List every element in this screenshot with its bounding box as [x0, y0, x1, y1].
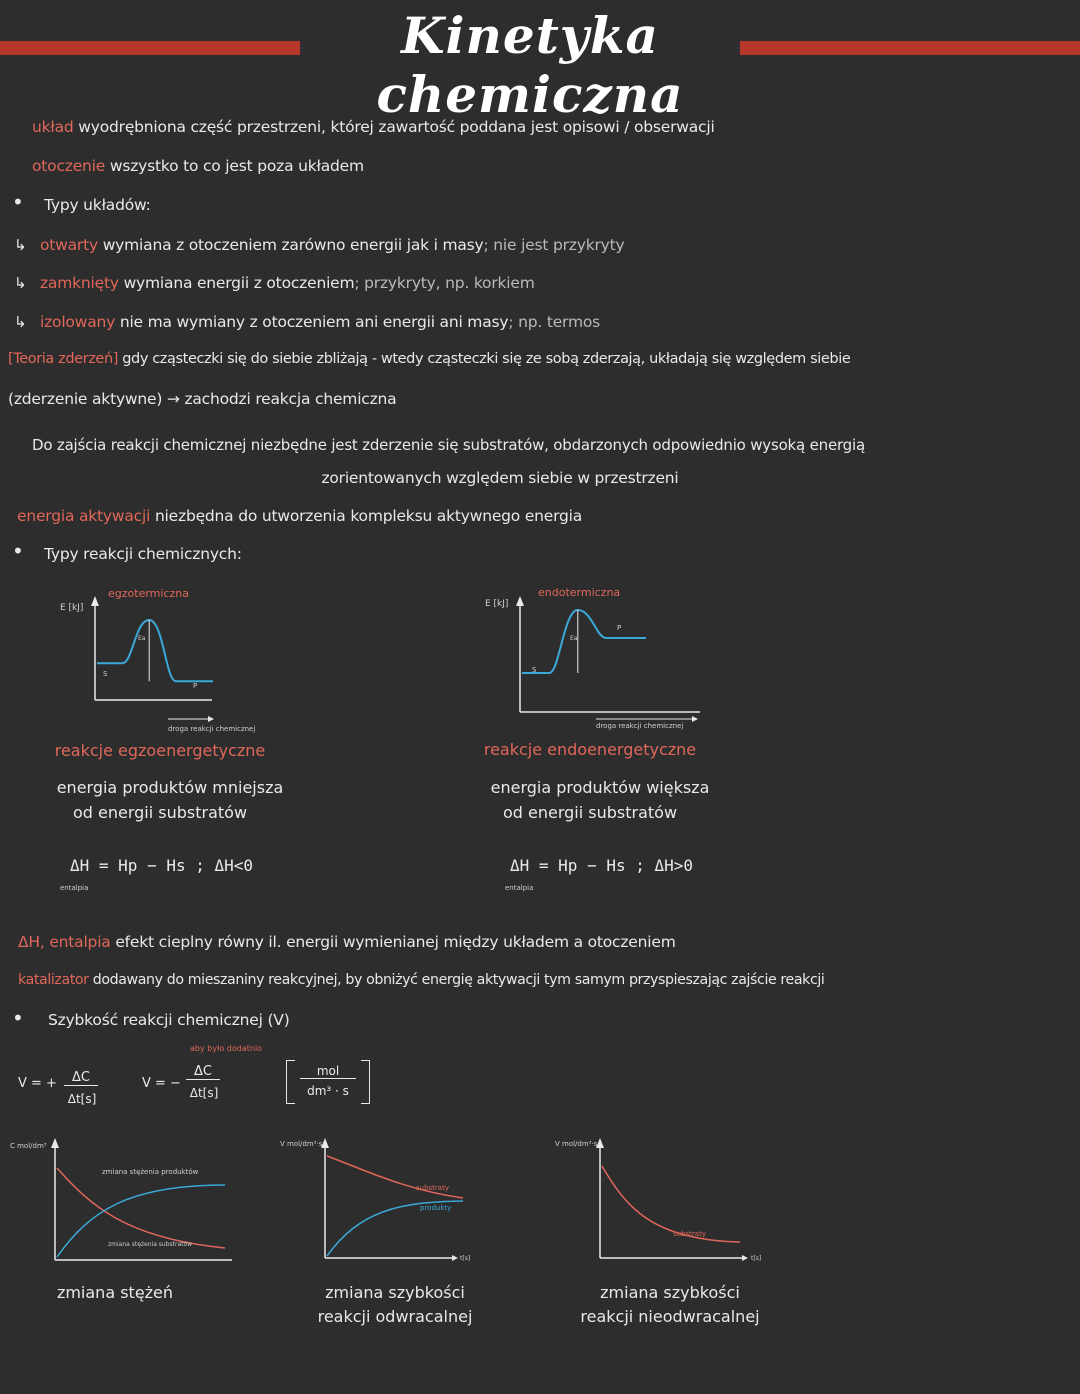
- uklad-definition: wyodrębniona część przestrzeni, której zawartość poddana jest opisowi / obserwacji: [78, 118, 715, 136]
- izolowany-line: [40, 313, 600, 331]
- teoria-line: [8, 351, 850, 367]
- katalizator-definition: dodawany do mieszaniny reakcyjnej, by obniżyć energię aktywacji tym samym przyspieszając zajście reakcji: [92, 972, 825, 988]
- arrow-up-icon: [51, 1138, 59, 1148]
- katalizator-term: katalizator: [18, 972, 89, 988]
- energy-curve: [522, 610, 646, 673]
- x-axis-label: t[s]: [751, 1255, 762, 1262]
- arrow-up-icon: [91, 596, 99, 606]
- zamkniety-definition: wymiana energii z otoczeniem: [123, 274, 355, 292]
- ea-label: Ea: [570, 635, 578, 642]
- energy-curve: [97, 620, 213, 681]
- substrate-label: S: [532, 666, 537, 674]
- zamkniety-note: ; przykryty, np. korkiem: [354, 274, 535, 292]
- otwarty-definition: wymiana z otoczeniem zarówno energii jak i masy: [102, 236, 484, 254]
- teoria-term: [Teoria zderzeń]: [8, 351, 119, 367]
- substrate-label: S: [103, 670, 108, 678]
- otoczenie-line: [32, 157, 364, 175]
- rate-graph-3-caption-1: zmiana szybkości: [600, 1283, 740, 1302]
- endo-desc-1: energia produktów większa: [490, 778, 710, 797]
- teoria-definition: gdy cząsteczki się do siebie zbliżają - wtedy cząsteczki się ze sobą zderzają, układają się względem siebie: [122, 351, 851, 367]
- substrates-label: zmiana stężenia substratów: [108, 1241, 193, 1248]
- y-axis-label: E [kJ]: [485, 599, 509, 609]
- exo-desc-1: energia produktów mniejsza: [56, 778, 284, 797]
- v2-denominator: Δt[s]: [189, 1086, 219, 1100]
- typy-reakcji-heading: Typy reakcji chemicznych:: [44, 545, 242, 563]
- substrates-label: substraty: [416, 1184, 449, 1192]
- rate-graph-3-caption-2: reakcji nieodwracalnej: [580, 1307, 760, 1326]
- rate-graph-2-caption-1: zmiana szybkości: [325, 1283, 465, 1302]
- arrow-right-icon: [208, 716, 214, 722]
- uklad-line: [32, 118, 715, 136]
- exo-formula: ΔH = Hp − Hs ; ΔH<0: [70, 856, 254, 875]
- rate-graph-concentration: [10, 1130, 240, 1270]
- energia-definition: niezbędna do utworzenia kompleksu aktywnego energia: [154, 507, 583, 525]
- bracket-right: [361, 1060, 370, 1104]
- exo-heading: reakcje egzoenergetyczne: [54, 741, 266, 760]
- substrates-label: substraty: [673, 1230, 706, 1238]
- arrow-right-icon: [692, 716, 698, 722]
- reakcja-warunek-2: zorientowanych względem siebie w przestrzeni: [321, 469, 679, 487]
- endo-heading: reakcje endoenergetyczne: [483, 740, 697, 759]
- exo-formula-note: entalpia: [60, 884, 89, 892]
- v2-note: aby było dodatnio: [190, 1044, 263, 1053]
- rate-graph-irreversible: [555, 1130, 775, 1270]
- reakcja-warunek-1: Do zajścia reakcji chemicznej niezbędne jest zderzenie się substratów, obdarzonych odpowiednio wysoką energią: [32, 436, 865, 454]
- products-label: produkty: [420, 1204, 452, 1212]
- unit-denominator: dm³ · s: [307, 1084, 349, 1098]
- entalpia-definition: efekt cieplny równy il. energii wymienianej między układem a otoczeniem: [115, 933, 676, 951]
- substrate-curve: [57, 1168, 225, 1248]
- y-axis-label: V mol/dm³·s: [280, 1140, 323, 1148]
- uklad-term: układ: [32, 118, 74, 136]
- products-label: zmiana stężenia produktów: [102, 1168, 199, 1176]
- v2-lhs: V = −: [142, 1076, 181, 1091]
- exo-desc-2: od energii substratów: [72, 803, 248, 822]
- arrow-right-icon: ↳: [14, 313, 27, 331]
- x-axis-label: droga reakcji chemicznej: [168, 725, 256, 733]
- typy-ukladow-heading: Typy układów:: [44, 196, 151, 214]
- zamkniety-line: [40, 274, 535, 292]
- product-label: P: [193, 682, 198, 690]
- rate-graph-2-caption-2: reakcji odwracalnej: [317, 1307, 473, 1326]
- izolowany-definition: nie ma wymiany z otoczeniem ani energii ani masy: [119, 313, 509, 331]
- y-axis-label: V mol/dm³·s: [555, 1140, 598, 1148]
- y-axis-label: C mol/dm³: [10, 1142, 47, 1150]
- diagram-label: endotermiczna: [538, 586, 621, 599]
- otwarty-term: otwarty: [40, 236, 98, 254]
- v1-denominator: Δt[s]: [67, 1092, 97, 1106]
- bullet-icon: •: [12, 1006, 24, 1030]
- endo-formula-note: entalpia: [505, 884, 534, 892]
- teoria-line-2: (zderzenie aktywne) → zachodzi reakcja chemiczna: [8, 390, 397, 408]
- y-axis-label: E [kJ]: [60, 603, 84, 613]
- endo-formula: ΔH = Hp − Hs ; ΔH>0: [510, 856, 694, 875]
- product-label: P: [617, 624, 622, 632]
- arrow-right-icon: [742, 1255, 748, 1261]
- energia-term: energia aktywacji: [17, 507, 151, 525]
- rate-graph-reversible: [280, 1130, 480, 1270]
- v1-lhs: V = +: [18, 1076, 57, 1091]
- katalizator-line: [18, 972, 824, 988]
- page-title: Kinetyka chemiczna: [376, 6, 684, 124]
- unit-numerator: mol: [300, 1064, 356, 1079]
- ea-label: Ea: [138, 635, 146, 642]
- arrow-right-icon: ↳: [14, 236, 27, 254]
- otwarty-note: ; nie jest przykryty: [483, 236, 625, 254]
- szybkosc-heading: Szybkość reakcji chemicznej (V): [48, 1011, 290, 1029]
- energia-line: [17, 507, 582, 525]
- unit-bracket: [286, 1060, 370, 1104]
- endo-desc-2: od energii substratów: [502, 803, 678, 822]
- bracket-left: [286, 1060, 295, 1104]
- entalpia-line: [18, 933, 676, 951]
- rate-graph-1-caption: zmiana stężeń: [56, 1283, 174, 1302]
- zamkniety-term: zamknięty: [40, 274, 119, 292]
- izolowany-note: ; np. termos: [508, 313, 600, 331]
- bullet-icon: •: [12, 190, 24, 214]
- otwarty-line: [40, 236, 625, 254]
- x-axis-label: t[s]: [460, 1255, 471, 1262]
- substrate-rate-curve: [602, 1166, 740, 1242]
- v2-numerator: ΔC: [186, 1064, 220, 1080]
- otoczenie-definition: wszystko to co jest poza układem: [109, 157, 364, 175]
- diagram-label: egzotermiczna: [108, 587, 189, 600]
- izolowany-term: izolowany: [40, 313, 116, 331]
- arrow-up-icon: [516, 596, 524, 606]
- x-axis-label: droga reakcji chemicznej: [596, 722, 684, 730]
- entalpia-term: ΔH, entalpia: [18, 933, 111, 951]
- v1-numerator: ΔC: [64, 1070, 98, 1086]
- bullet-icon: •: [12, 539, 24, 563]
- arrow-right-icon: ↳: [14, 274, 27, 292]
- arrow-right-icon: [452, 1255, 458, 1261]
- otoczenie-term: otoczenie: [32, 157, 106, 175]
- energy-diagram-endo: [480, 580, 740, 740]
- energy-diagram-exo: [40, 580, 300, 740]
